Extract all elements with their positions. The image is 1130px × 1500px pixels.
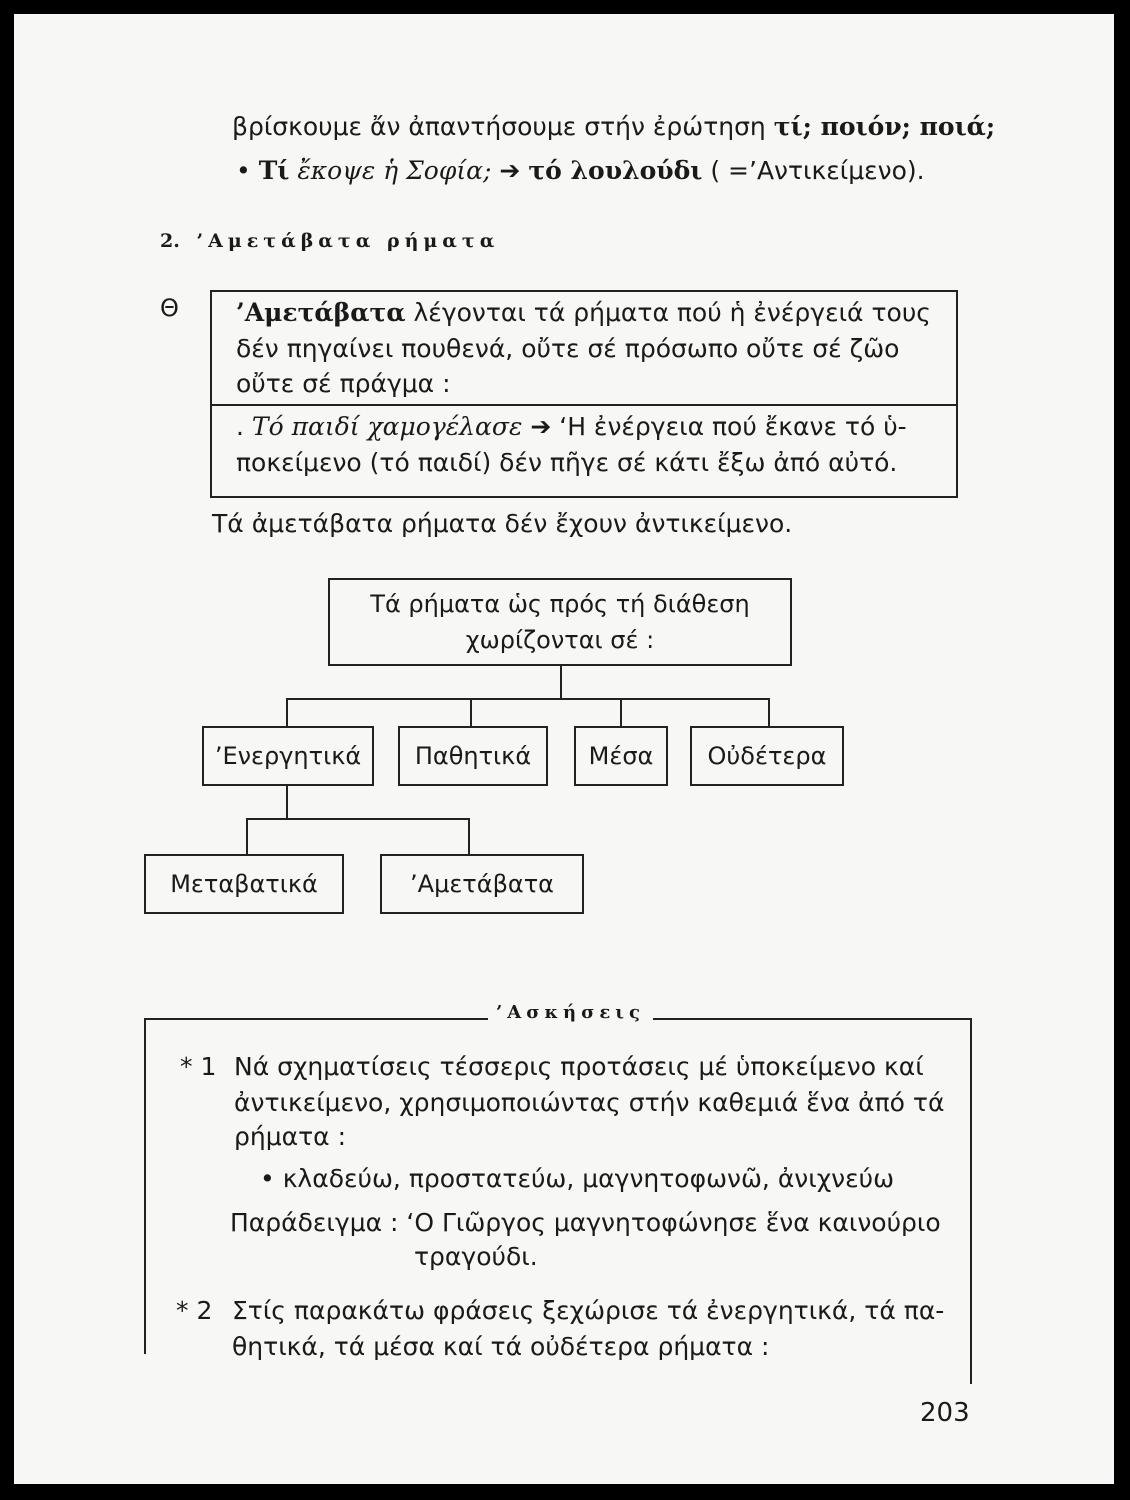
example-answer: τό λουλούδι <box>528 156 703 185</box>
definition-text: λέγονται τά ρήματα πού ἡ ἐνέργειά τους <box>405 298 931 327</box>
definition-line-3: οὔτε σέ πράγμα : <box>236 369 451 398</box>
exercises-title: ’Ασκήσεις <box>488 1002 653 1023</box>
exercise-2-marker: * 2 <box>176 1296 213 1325</box>
diagram-root-line-1: Τά ρήματα ὡς πρός τή διάθεση <box>370 590 750 618</box>
connector <box>468 818 470 854</box>
definition-example-line-1 <box>236 412 907 441</box>
node-passive: Παθητικά <box>398 726 548 786</box>
bullet: • <box>260 1164 275 1193</box>
exercise-1-example-line-2: τραγούδι. <box>414 1242 538 1271</box>
connector <box>560 664 562 700</box>
connector <box>620 698 622 728</box>
exercise-1-line-1: Νά σχηματίσεις τέσσερις προτάσεις μέ ὑποκείμενο καί <box>234 1052 924 1081</box>
exercise-1-verbs <box>260 1164 894 1193</box>
node-intransitive: ’Αμετάβατα <box>380 854 584 914</box>
exercise-1-line-3: ρήματα : <box>234 1122 346 1151</box>
exercises-frame-left <box>144 1018 146 1354</box>
summary-text: Τά ἀμετάβατα ρήματα δέν ἔχουν ἀντικείμενο. <box>212 509 793 538</box>
example-text: ‘Ο Γιῶργος μαγνητοφώνησε ἕνα καινούριο <box>406 1208 941 1237</box>
exercise-1-marker: * 1 <box>180 1052 217 1081</box>
node-middle: Μέσα <box>574 726 668 786</box>
connector <box>246 818 248 854</box>
theory-icon: Θ <box>160 294 179 322</box>
intro-questions: τί; ποιόν; ποιά; <box>773 112 996 141</box>
intro-text: βρίσκουμε ἄν ἀπαντήσουμε στήν ἐρώτηση <box>232 112 774 141</box>
verb-list: κλαδεύω, προστατεύω, μαγνητοφωνῶ, ἀνιχνεύω <box>282 1164 895 1193</box>
section-number: 2. <box>160 230 180 252</box>
exercises-frame-right <box>970 1018 972 1384</box>
diagram-root <box>328 578 792 666</box>
page-number: 203 <box>920 1398 970 1428</box>
node-transitive: Μεταβατικά <box>144 854 344 914</box>
definition-line-1 <box>236 298 931 327</box>
definition-line-2: δέν πηγαίνει πουθενά, οὔτε σέ πρόσωπο οὔτε σέ ζῶο <box>236 334 900 363</box>
connector <box>286 784 288 820</box>
exercise-1-example <box>230 1208 941 1237</box>
example-label: Παράδειγμα : <box>230 1208 399 1237</box>
connector <box>246 818 470 820</box>
arrow-icon: ➔ <box>530 412 552 441</box>
definition-example-sentence: Τό παιδί χαμογέλασε <box>251 412 523 441</box>
example-question: Τί <box>258 156 290 185</box>
connector <box>286 698 288 728</box>
definition-divider <box>210 404 958 406</box>
definition-example-line-2: ποκείμενο (τό παιδί) δέν πῆγε σέ κάτι ἔξω ἀπό αὐτό. <box>236 448 898 477</box>
definition-example-text: ‘Η ἐνέργεια πού ἔκανε τό ὑ- <box>551 412 907 441</box>
example-prefix: . <box>236 412 252 441</box>
section-heading <box>160 230 499 252</box>
bullet: • <box>236 156 251 185</box>
connector <box>286 698 770 700</box>
intro-line <box>232 112 995 141</box>
diagram-root-line-2: χωρίζονται σέ : <box>465 626 655 654</box>
node-active: ’Ενεργητικά <box>202 726 374 786</box>
connector <box>470 698 472 728</box>
connector <box>768 698 770 728</box>
exercise-1-line-2: ἀντικείμενο, χρησιμοποιώντας στήν καθεμιά ἕνα ἀπό τά <box>234 1088 945 1117</box>
exercise-2-line-1: Στίς παρακάτω φράσεις ξεχώρισε τά ἐνεργητικά, τά πα- <box>232 1296 945 1325</box>
exercise-2-line-2: θητικά, τά μέσα καί τά οὐδέτερα ρήματα : <box>232 1332 770 1361</box>
section-title: ’Αμετάβατα ρήματα <box>196 230 500 252</box>
example-note: ( =’Αντικείμενο). <box>710 156 925 185</box>
node-neuter: Οὐδέτερα <box>690 726 844 786</box>
intro-example <box>236 156 925 185</box>
example-sentence: ἔκοψε ἡ Σοφία; <box>297 156 492 185</box>
definition-term: ’Αμετάβατα <box>236 298 406 327</box>
arrow-icon: ➔ <box>499 156 521 185</box>
book-page <box>14 14 1114 1484</box>
